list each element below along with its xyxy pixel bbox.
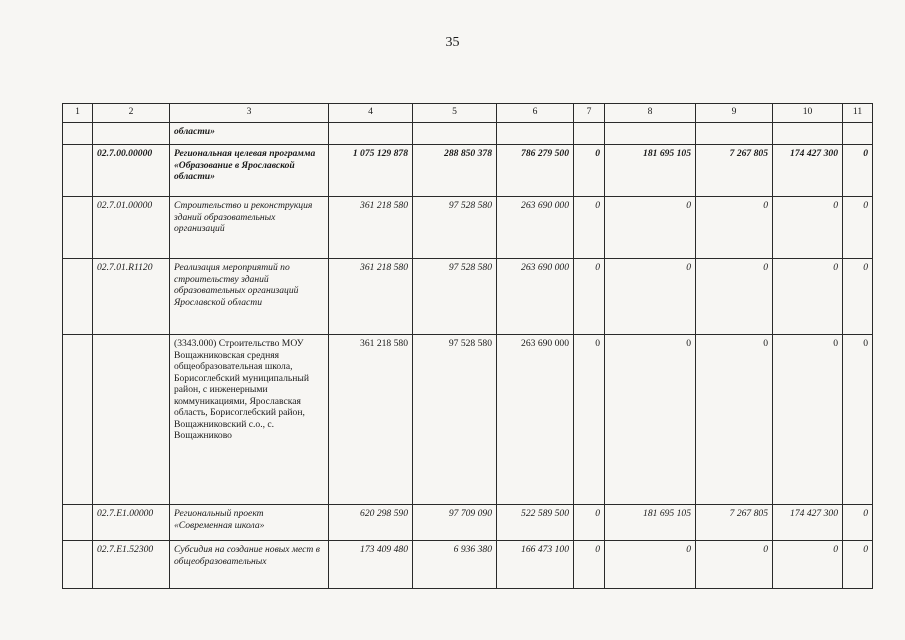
table-cell xyxy=(773,123,843,145)
table-cell: 522 589 500 xyxy=(497,505,574,541)
table-row xyxy=(63,145,873,197)
name-cell: области» xyxy=(170,123,329,145)
table-cell xyxy=(63,541,93,589)
budget-table xyxy=(62,103,873,589)
name-cell: Региональный проект «Современная школа» xyxy=(170,505,329,541)
table-cell: 97 709 090 xyxy=(413,505,497,541)
table-cell: 0 xyxy=(605,197,696,259)
code-cell: 02.7.E1.00000 xyxy=(93,505,170,541)
table-cell: 97 528 580 xyxy=(413,259,497,335)
table-cell: 0 xyxy=(605,259,696,335)
table-cell: 361 218 580 xyxy=(329,197,413,259)
table-cell: 0 xyxy=(696,541,773,589)
table-cell: 6 936 380 xyxy=(413,541,497,589)
table-cell: 0 xyxy=(843,197,873,259)
table-cell xyxy=(63,505,93,541)
code-cell: 02.7.01.00000 xyxy=(93,197,170,259)
table-cell: 0 xyxy=(843,541,873,589)
table-row xyxy=(63,541,873,589)
table-row xyxy=(63,505,873,541)
table-cell: 0 xyxy=(574,505,605,541)
name-cell: Субсидия на создание новых мест в общеобразовательных xyxy=(170,541,329,589)
table-header-row xyxy=(63,104,873,123)
table-cell: 173 409 480 xyxy=(329,541,413,589)
table-cell: 0 xyxy=(843,335,873,505)
table-cell xyxy=(63,259,93,335)
table-cell: 263 690 000 xyxy=(497,335,574,505)
table-cell xyxy=(696,123,773,145)
table-cell: 0 xyxy=(574,541,605,589)
table-cell: 7 267 805 xyxy=(696,505,773,541)
table-cell: 166 473 100 xyxy=(497,541,574,589)
table-cell: 0 xyxy=(843,259,873,335)
table-cell xyxy=(63,123,93,145)
column-number-4: 4 xyxy=(329,104,413,123)
table-cell xyxy=(605,123,696,145)
code-cell: 02.7.E1.52300 xyxy=(93,541,170,589)
name-cell: Реализация мероприятий по строительству зданий образовательных организаций Ярославской области xyxy=(170,259,329,335)
column-number-6: 6 xyxy=(497,104,574,123)
table-cell: 0 xyxy=(605,335,696,505)
table-cell: 0 xyxy=(696,197,773,259)
table-cell: 7 267 805 xyxy=(696,145,773,197)
table-row xyxy=(63,197,873,259)
table-cell: 0 xyxy=(843,505,873,541)
column-number-3: 3 xyxy=(170,104,329,123)
column-number-5: 5 xyxy=(413,104,497,123)
table-cell: 97 528 580 xyxy=(413,197,497,259)
table-cell: 263 690 000 xyxy=(497,197,574,259)
table-cell: 97 528 580 xyxy=(413,335,497,505)
table-cell: 620 298 590 xyxy=(329,505,413,541)
table-cell: 263 690 000 xyxy=(497,259,574,335)
table-cell: 361 218 580 xyxy=(329,335,413,505)
table-cell: 181 695 105 xyxy=(605,145,696,197)
table-row xyxy=(63,123,873,145)
table-cell: 786 279 500 xyxy=(497,145,574,197)
table-cell: 0 xyxy=(773,541,843,589)
code-cell xyxy=(93,123,170,145)
table-row xyxy=(63,259,873,335)
name-cell: Строительство и реконструкция зданий образовательных организаций xyxy=(170,197,329,259)
table-cell: 0 xyxy=(773,259,843,335)
table-cell xyxy=(574,123,605,145)
page-number: 35 xyxy=(445,35,460,50)
code-cell: 02.7.00.00000 xyxy=(93,145,170,197)
table-cell xyxy=(329,123,413,145)
table-cell: 288 850 378 xyxy=(413,145,497,197)
table-cell xyxy=(413,123,497,145)
table-cell: 174 427 300 xyxy=(773,145,843,197)
name-cell: (3343.000) Строительство МОУ Вощажниковская средняя общеобразовательная школа, Борисоглебский муниципальный район, с инженерными коммуникациями, Ярославская область, Борисоглебский район, Вощажниковский с.о., с. Вощажниково xyxy=(170,335,329,505)
table-cell: 0 xyxy=(574,335,605,505)
table-cell xyxy=(497,123,574,145)
table-row xyxy=(63,335,873,505)
column-number-9: 9 xyxy=(696,104,773,123)
table-cell xyxy=(843,123,873,145)
column-number-11: 11 xyxy=(843,104,873,123)
column-number-10: 10 xyxy=(773,104,843,123)
column-number-2: 2 xyxy=(93,104,170,123)
table-cell: 0 xyxy=(843,145,873,197)
table-cell: 0 xyxy=(574,197,605,259)
table-cell: 181 695 105 xyxy=(605,505,696,541)
table-cell: 0 xyxy=(696,259,773,335)
code-cell: 02.7.01.R1120 xyxy=(93,259,170,335)
column-number-1: 1 xyxy=(63,104,93,123)
code-cell xyxy=(93,335,170,505)
table-cell: 361 218 580 xyxy=(329,259,413,335)
column-number-8: 8 xyxy=(605,104,696,123)
table-cell: 0 xyxy=(574,145,605,197)
table-cell: 1 075 129 878 xyxy=(329,145,413,197)
name-cell: Региональная целевая программа «Образование в Ярославской области» xyxy=(170,145,329,197)
table-cell: 0 xyxy=(773,335,843,505)
table-cell xyxy=(63,335,93,505)
table-cell xyxy=(63,145,93,197)
table-cell xyxy=(63,197,93,259)
table-cell: 0 xyxy=(773,197,843,259)
table-cell: 0 xyxy=(696,335,773,505)
column-number-7: 7 xyxy=(574,104,605,123)
table-cell: 174 427 300 xyxy=(773,505,843,541)
table-cell: 0 xyxy=(574,259,605,335)
table-cell: 0 xyxy=(605,541,696,589)
